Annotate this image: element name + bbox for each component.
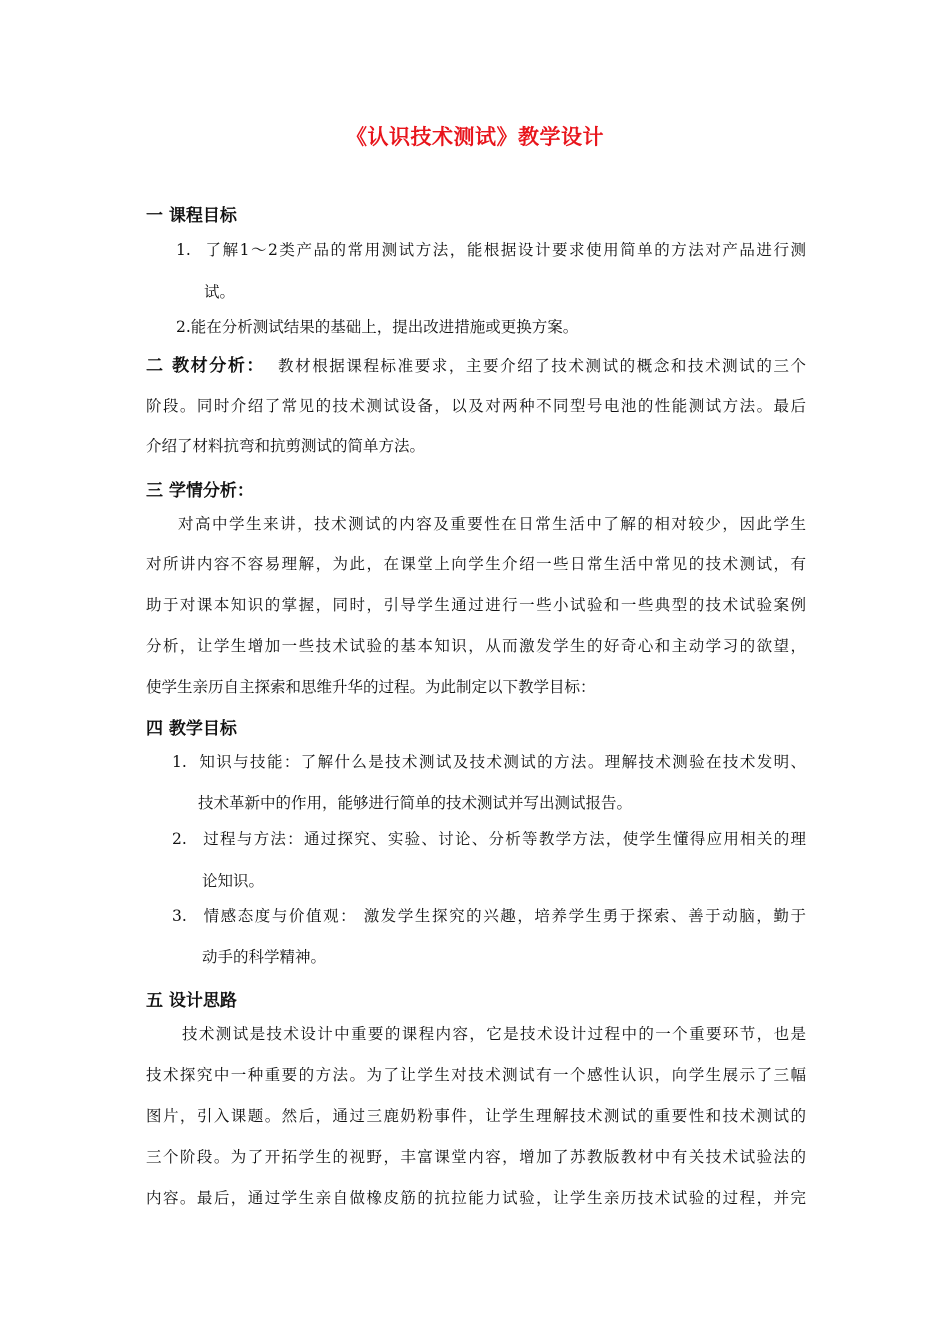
document-title: 《认识技术测试》教学设计 [346, 124, 604, 149]
list-item-text: 情感态度与价值观： 激发学生探究的兴趣，培养学生勇于探索、善于动脑，勤于 [202, 907, 806, 925]
list-item-text: 能在分析测试结果的基础上，提出改进措施或更换方案。 [190, 318, 579, 336]
list-item-continuation: 论知识。 [202, 872, 265, 890]
paragraph-line: 三个阶段。为了开拓学生的视野，丰富课堂内容，增加了苏教版教材中有关技术试验法的 [146, 1148, 806, 1166]
list-item [176, 318, 578, 337]
list-item-text: 过程与方法：通过探究、实验、讨论、分析等教学方法，使学生懂得应用相关的理 [202, 830, 806, 848]
paragraph-text: 教材根据课程标准要求，主要介绍了技术测试的概念和技术测试的三个 [278, 357, 806, 375]
list-item-text: 知识与技能：了解什么是技术测试及技术测试的方法。理解技术测验在技术发明、 [198, 753, 806, 771]
paragraph-line: 技术探究中一种重要的方法。为了让学生对技术测试有一个感性认识，向学生展示了三幅 [146, 1066, 806, 1084]
list-item-continuation: 动手的科学精神。 [202, 948, 327, 966]
list-item-number: 3. [172, 907, 187, 925]
list-item-number: 2. [176, 318, 191, 336]
paragraph-line: 图片，引入课题。然后，通过三鹿奶粉事件，让学生理解技术测试的重要性和技术测试的 [146, 1107, 806, 1125]
list-item-continuation: 试。 [204, 283, 236, 301]
paragraph-line: 内容。最后，通过学生亲自做橡皮筋的抗拉能力试验，让学生亲历技术试验的过程，并完 [146, 1189, 806, 1207]
list-item-number: 1. [172, 753, 187, 771]
paragraph-line: 介绍了材料抗弯和抗剪测试的简单方法。 [146, 437, 426, 455]
paragraph-line: 使学生亲历自主探索和思维升华的过程。为此制定以下教学目标： [146, 678, 596, 696]
list-item [172, 907, 806, 926]
paragraph-line: 助于对课本知识的掌握，同时，引导学生通过进行一些小试验和一些典型的技术试验案例 [146, 596, 806, 614]
paragraph-line: 对所讲内容不容易理解，为此，在课堂上向学生介绍一些日常生活中常见的技术测试，有 [146, 555, 806, 573]
section-heading-material-analysis: 二 教材分析： [146, 356, 265, 376]
paragraph-line: 分析，让学生增加一些技术试验的基本知识，从而激发学生的好奇心和主动学习的欲望， [146, 637, 806, 655]
list-item-number: 1. [176, 241, 191, 259]
section-heading-course-goals: 一 课程目标 [146, 206, 237, 226]
list-item-number: 2. [172, 830, 187, 848]
section-heading-learner-analysis: 三 学情分析： [146, 481, 254, 501]
section-heading-design-approach: 五 设计思路 [146, 991, 237, 1011]
list-item-continuation: 技术革新中的作用，能够进行简单的技术测试并写出测试报告。 [198, 794, 633, 812]
paragraph-line [146, 356, 806, 376]
paragraph-line: 技术测试是技术设计中重要的课程内容，它是技术设计过程中的一个重要环节，也是 [182, 1025, 806, 1043]
list-item [176, 241, 806, 260]
list-item-text: 了解1～2类产品的常用测试方法，能根据设计要求使用简单的方法对产品进行测 [204, 241, 806, 259]
list-item [172, 830, 806, 849]
section-heading-teaching-goals: 四 教学目标 [146, 719, 237, 739]
list-item [172, 753, 806, 772]
paragraph-line: 对高中学生来讲，技术测试的内容及重要性在日常生活中了解的相对较少，因此学生 [178, 515, 806, 533]
paragraph-line: 阶段。同时介绍了常见的技术测试设备，以及对两种不同型号电池的性能测试方法。最后 [146, 397, 806, 415]
